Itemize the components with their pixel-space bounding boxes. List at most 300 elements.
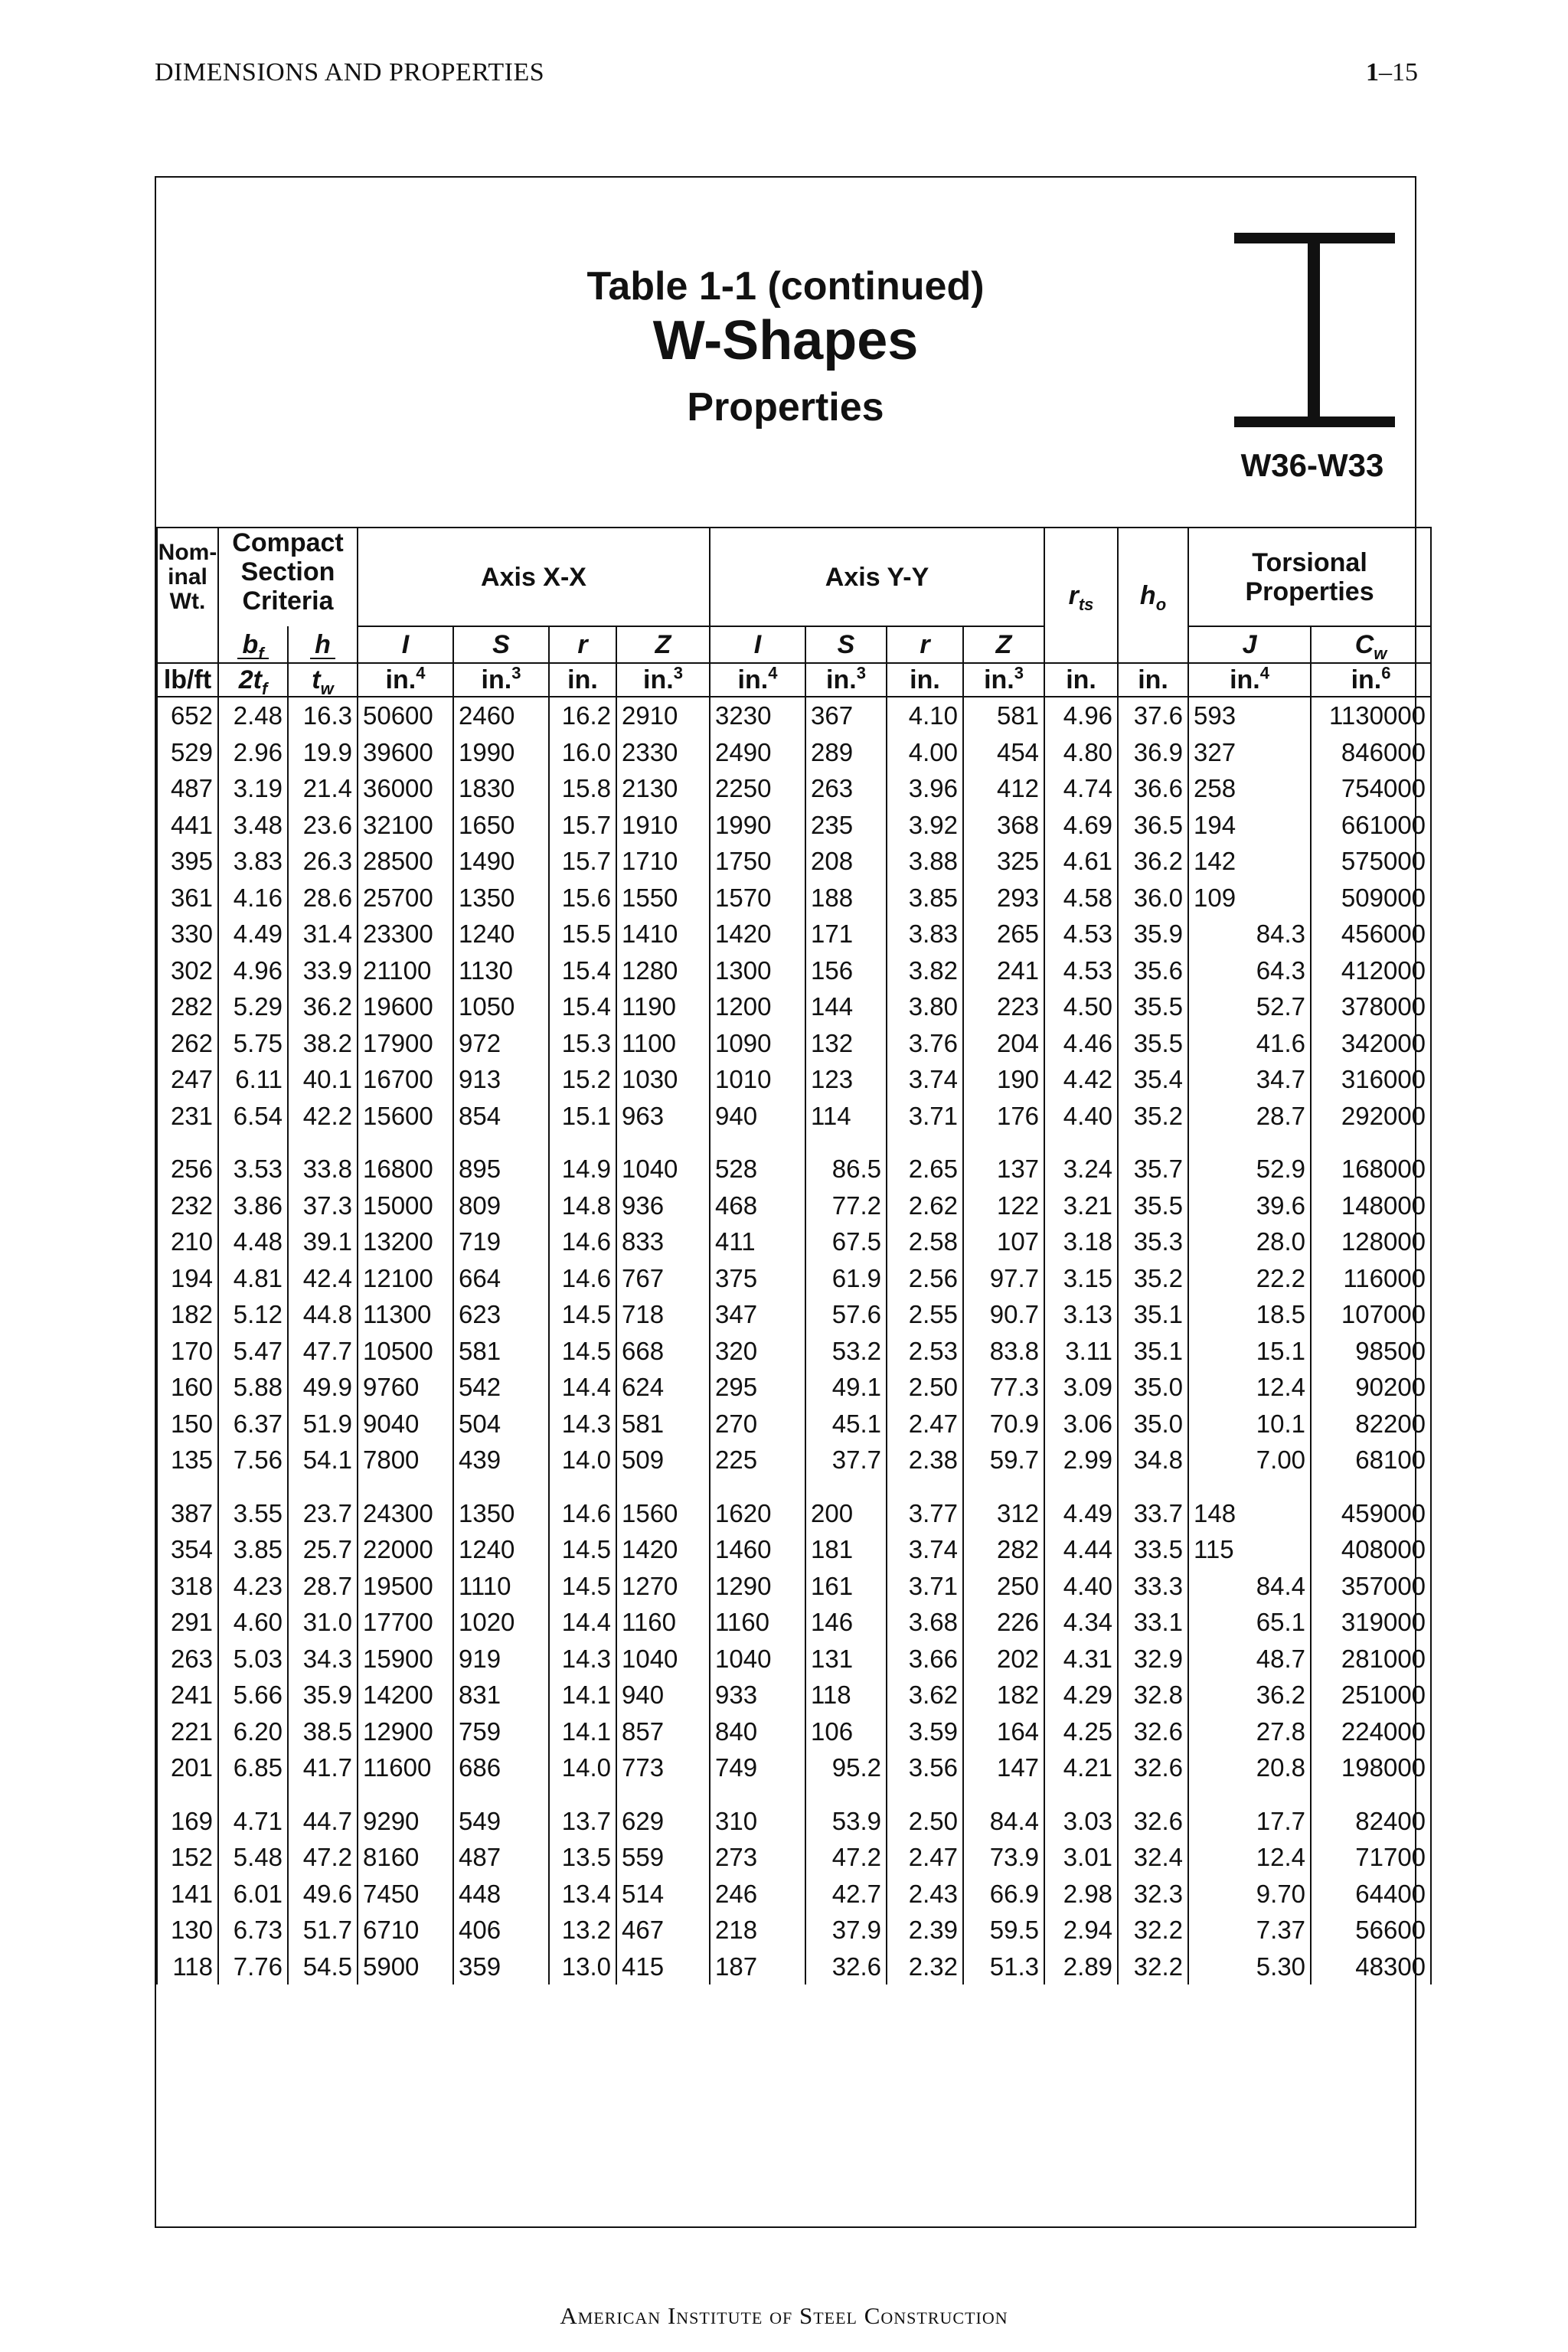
table-cell: 514	[616, 1876, 710, 1913]
table-cell: 330	[157, 916, 218, 952]
table-cell: 5.66	[218, 1677, 288, 1713]
table-cell: 250	[963, 1568, 1044, 1605]
table-cell: 210	[157, 1223, 218, 1260]
table-cell: 4.53	[1044, 952, 1118, 989]
col-yy-S: S	[805, 626, 887, 663]
table-cell: 754000	[1311, 770, 1431, 807]
table-cell: 325	[963, 843, 1044, 880]
table-cell: 144	[805, 988, 887, 1025]
table-cell: 24300	[358, 1495, 453, 1532]
table-cell: 448	[453, 1876, 549, 1913]
table-cell: 37.9	[805, 1912, 887, 1949]
table-cell: 4.58	[1044, 880, 1118, 916]
table-cell: 164	[963, 1713, 1044, 1750]
table-cell: 4.16	[218, 880, 288, 916]
table-cell: 2.32	[887, 1949, 963, 1985]
table-cell: 15.2	[549, 1061, 616, 1098]
table-cell: 1570	[710, 880, 805, 916]
table-cell: 77.2	[805, 1187, 887, 1224]
table-cell: 2.38	[887, 1442, 963, 1478]
table-cell: 846000	[1311, 734, 1431, 771]
table-cell: 624	[616, 1369, 710, 1406]
table-cell: 32.3	[1118, 1876, 1188, 1913]
table-cell: 18.5	[1188, 1296, 1311, 1333]
table-cell: 32.8	[1118, 1677, 1188, 1713]
table-cell: 686	[453, 1749, 549, 1786]
table-cell: 509000	[1311, 880, 1431, 916]
unit-xx-I: in.$^4$	[358, 663, 453, 697]
table-cell: 51.3	[963, 1949, 1044, 1985]
table-cell: 320	[710, 1333, 805, 1370]
table-cell: 54.1	[288, 1442, 358, 1478]
table-cell: 14.3	[549, 1641, 616, 1677]
table-cell: 5.03	[218, 1641, 288, 1677]
table-cell: 4.46	[1044, 1025, 1118, 1062]
table-cell: 749	[710, 1749, 805, 1786]
table-cell: 415	[616, 1949, 710, 1985]
table-cell: 3.71	[887, 1568, 963, 1605]
table-cell: 54.5	[288, 1949, 358, 1985]
unit-yy-Z: in.$^3$	[963, 663, 1044, 697]
table-cell: 4.40	[1044, 1098, 1118, 1135]
table-cell: 35.3	[1118, 1223, 1188, 1260]
table-cell: 168000	[1311, 1151, 1431, 1187]
table-row	[157, 1151, 1431, 1187]
table-cell: 14.1	[549, 1713, 616, 1750]
table-cell: 1030	[616, 1061, 710, 1098]
table-cell: 408000	[1311, 1531, 1431, 1568]
table-cell: 11300	[358, 1296, 453, 1333]
table-cell: 247	[157, 1061, 218, 1098]
table-cell: 13.4	[549, 1876, 616, 1913]
table-cell: 2.55	[887, 1296, 963, 1333]
col-axis-xx: Axis X-X	[358, 528, 710, 626]
table-cell: 4.74	[1044, 770, 1118, 807]
table-cell: 3230	[710, 697, 805, 734]
table-cell: 128000	[1311, 1223, 1431, 1260]
table-cell: 3.66	[887, 1641, 963, 1677]
table-cell: 28.6	[288, 880, 358, 916]
table-cell: 34.3	[288, 1641, 358, 1677]
table-row	[157, 1223, 1431, 1260]
table-cell: 375	[710, 1260, 805, 1297]
table-cell: 6.73	[218, 1912, 288, 1949]
table-cell: 2.89	[1044, 1949, 1118, 1985]
table-cell: 12100	[358, 1260, 453, 1297]
running-head: DIMENSIONS AND PROPERTIES	[155, 58, 545, 87]
table-cell: 581	[963, 697, 1044, 734]
table-cell: 3.56	[887, 1749, 963, 1786]
table-cell: 1490	[453, 843, 549, 880]
table-cell: 59.5	[963, 1912, 1044, 1949]
table-cell: 282	[963, 1531, 1044, 1568]
table-cell: 310	[710, 1803, 805, 1840]
table-cell: 840	[710, 1713, 805, 1750]
unit-Cw: in.$^6$	[1311, 663, 1431, 697]
table-cell: 940	[710, 1098, 805, 1135]
table-row	[157, 1296, 1431, 1333]
table-cell: 4.53	[1044, 916, 1118, 952]
table-cell: 2.99	[1044, 1442, 1118, 1478]
table-cell: 7.00	[1188, 1442, 1311, 1478]
table-cell: 182	[963, 1677, 1044, 1713]
table-cell: 148	[1188, 1495, 1311, 1532]
table-cell: 342000	[1311, 1025, 1431, 1062]
table-cell: 4.44	[1044, 1531, 1118, 1568]
table-cell: 831	[453, 1677, 549, 1713]
table-cell: 82400	[1311, 1803, 1431, 1840]
unit-h-den: $t_w$	[288, 663, 358, 697]
table-cell: 15.1	[1188, 1333, 1311, 1370]
col-xx-Z: Z	[616, 626, 710, 663]
table-cell: 14.8	[549, 1187, 616, 1224]
table-cell: 204	[963, 1025, 1044, 1062]
table-cell: 106	[805, 1713, 887, 1750]
table-cell: 292000	[1311, 1098, 1431, 1135]
table-cell: 84.3	[1188, 916, 1311, 952]
table-cell: 38.5	[288, 1713, 358, 1750]
table-cell: 378000	[1311, 988, 1431, 1025]
table-cell: 171	[805, 916, 887, 952]
table-cell: 1200	[710, 988, 805, 1025]
table-cell: 1130	[453, 952, 549, 989]
table-cell: 28.7	[288, 1568, 358, 1605]
table-cell: 53.9	[805, 1803, 887, 1840]
table-row	[157, 1531, 1431, 1568]
table-cell: 36.5	[1118, 807, 1188, 844]
table-cell: 3.13	[1044, 1296, 1118, 1333]
table-cell: 14.4	[549, 1604, 616, 1641]
table-cell: 64.3	[1188, 952, 1311, 989]
table-cell: 49.1	[805, 1369, 887, 1406]
table-cell: 32.6	[805, 1949, 887, 1985]
table-cell: 3.83	[887, 916, 963, 952]
table-cell: 312	[963, 1495, 1044, 1532]
table-cell: 17.7	[1188, 1803, 1311, 1840]
table-cell: 122	[963, 1187, 1044, 1224]
table-cell: 48.7	[1188, 1641, 1311, 1677]
table-cell: 28.7	[1188, 1098, 1311, 1135]
unit-xx-r: in.	[549, 663, 616, 697]
table-cell: 33.9	[288, 952, 358, 989]
table-cell: 21100	[358, 952, 453, 989]
table-cell: 114	[805, 1098, 887, 1135]
table-cell: 913	[453, 1061, 549, 1098]
table-cell: 42.2	[288, 1098, 358, 1135]
table-cell: 509	[616, 1442, 710, 1478]
table-row	[157, 1098, 1431, 1135]
table-cell: 37.7	[805, 1442, 887, 1478]
table-cell: 14.1	[549, 1677, 616, 1713]
table-cell: 3.03	[1044, 1803, 1118, 1840]
table-cell: 456000	[1311, 916, 1431, 952]
table-cell: 235	[805, 807, 887, 844]
table-cell: 809	[453, 1187, 549, 1224]
table-cell: 17700	[358, 1604, 453, 1641]
table-cell: 718	[616, 1296, 710, 1333]
table-cell: 16800	[358, 1151, 453, 1187]
table-cell: 36000	[358, 770, 453, 807]
table-cell: 936	[616, 1187, 710, 1224]
table-cell: 504	[453, 1406, 549, 1442]
table-cell: 1050	[453, 988, 549, 1025]
table-cell: 36.2	[1118, 843, 1188, 880]
table-cell: 933	[710, 1677, 805, 1713]
table-cell: 194	[1188, 807, 1311, 844]
table-cell: 68100	[1311, 1442, 1431, 1478]
table-cell: 3.86	[218, 1187, 288, 1224]
table-cell: 529	[157, 734, 218, 771]
table-cell: 4.50	[1044, 988, 1118, 1025]
table-row	[157, 1568, 1431, 1605]
table-cell: 198000	[1311, 1749, 1431, 1786]
table-cell: 148000	[1311, 1187, 1431, 1224]
table-cell: 201	[157, 1749, 218, 1786]
table-cell: 2.96	[218, 734, 288, 771]
table-cell: 3.24	[1044, 1151, 1118, 1187]
table-cell: 23300	[358, 916, 453, 952]
table-cell: 854	[453, 1098, 549, 1135]
table-cell: 4.25	[1044, 1713, 1118, 1750]
table-cell: 549	[453, 1803, 549, 1840]
table-cell: 1300	[710, 952, 805, 989]
table-cell: 581	[453, 1333, 549, 1370]
table-cell: 14200	[358, 1677, 453, 1713]
table-cell: 5.29	[218, 988, 288, 1025]
table-cell: 318	[157, 1568, 218, 1605]
table-cell: 12900	[358, 1713, 453, 1750]
table-cell: 15600	[358, 1098, 453, 1135]
table-cell: 2250	[710, 770, 805, 807]
unit-ho: in.	[1118, 663, 1188, 697]
table-cell: 354	[157, 1531, 218, 1568]
table-cell: 1990	[453, 734, 549, 771]
table-cell: 668	[616, 1333, 710, 1370]
table-cell: 4.10	[887, 697, 963, 734]
table-cell: 661000	[1311, 807, 1431, 844]
table-cell: 1280	[616, 952, 710, 989]
table-cell: 224000	[1311, 1713, 1431, 1750]
table-cell: 293	[963, 880, 1044, 916]
table-cell: 1110	[453, 1568, 549, 1605]
table-cell: 161	[805, 1568, 887, 1605]
table-cell: 316000	[1311, 1061, 1431, 1098]
table-cell: 9760	[358, 1369, 453, 1406]
table-cell: 1040	[616, 1641, 710, 1677]
table-cell: 3.18	[1044, 1223, 1118, 1260]
table-cell: 97.7	[963, 1260, 1044, 1297]
table-cell: 767	[616, 1260, 710, 1297]
table-cell: 19600	[358, 988, 453, 1025]
table-row	[157, 1839, 1431, 1876]
table-cell: 23.6	[288, 807, 358, 844]
table-cell: 2.98	[1044, 1876, 1118, 1913]
table-cell: 7.37	[1188, 1912, 1311, 1949]
table-cell: 35.6	[1118, 952, 1188, 989]
table-cell: 33.5	[1118, 1531, 1188, 1568]
table-cell: 141	[157, 1876, 218, 1913]
table-cell: 116000	[1311, 1260, 1431, 1297]
table-cell: 36.0	[1118, 880, 1188, 916]
page-footer: American Institute of Steel Construction	[560, 2302, 1008, 2329]
table-cell: 4.48	[218, 1223, 288, 1260]
table-cell: 4.49	[1044, 1495, 1118, 1532]
table-cell: 295	[710, 1369, 805, 1406]
table-cell: 181	[805, 1531, 887, 1568]
table-cell: 32.2	[1118, 1949, 1188, 1985]
table-cell: 86.5	[805, 1151, 887, 1187]
table-cell: 28500	[358, 843, 453, 880]
table-cell: 459000	[1311, 1495, 1431, 1532]
table-cell: 2.39	[887, 1912, 963, 1949]
table-cell: 21.4	[288, 770, 358, 807]
table-cell: 3.71	[887, 1098, 963, 1135]
table-cell: 35.5	[1118, 1025, 1188, 1062]
table-cell: 9290	[358, 1803, 453, 1840]
table-cell: 387	[157, 1495, 218, 1532]
table-cell: 1190	[616, 988, 710, 1025]
table-cell: 1160	[616, 1604, 710, 1641]
table-cell: 35.2	[1118, 1260, 1188, 1297]
table-cell: 109	[1188, 880, 1311, 916]
table-row	[157, 1187, 1431, 1224]
table-cell: 3.96	[887, 770, 963, 807]
table-cell: 31.0	[288, 1604, 358, 1641]
table-cell: 895	[453, 1151, 549, 1187]
table-frame	[155, 176, 1426, 2228]
col-nominal-weight: Nom- inal Wt.	[157, 528, 218, 626]
table-cell: 41.7	[288, 1749, 358, 1786]
col-bf-2tf: $b_f$	[218, 626, 288, 663]
table-cell: 1910	[616, 807, 710, 844]
table-cell: 773	[616, 1749, 710, 1786]
table-cell: 282	[157, 988, 218, 1025]
table-cell: 160	[157, 1369, 218, 1406]
table-row	[157, 952, 1431, 989]
table-cell: 4.96	[1044, 697, 1118, 734]
table-cell: 65.1	[1188, 1604, 1311, 1641]
table-cell: 3.74	[887, 1061, 963, 1098]
table-cell: 7450	[358, 1876, 453, 1913]
table-row	[157, 1912, 1431, 1949]
table-cell: 176	[963, 1098, 1044, 1135]
table-cell: 940	[616, 1677, 710, 1713]
table-cell: 2.65	[887, 1151, 963, 1187]
table-cell: 412000	[1311, 952, 1431, 989]
table-cell: 15.4	[549, 952, 616, 989]
table-cell: 3.01	[1044, 1839, 1118, 1876]
table-cell: 3.74	[887, 1531, 963, 1568]
table-cell: 84.4	[1188, 1568, 1311, 1605]
table-cell: 26.3	[288, 843, 358, 880]
table-cell: 208	[805, 843, 887, 880]
table-cell: 4.61	[1044, 843, 1118, 880]
table-cell: 35.2	[1118, 1098, 1188, 1135]
table-cell: 1620	[710, 1495, 805, 1532]
table-row	[157, 1949, 1431, 1985]
table-cell: 3.68	[887, 1604, 963, 1641]
table-cell: 14.6	[549, 1260, 616, 1297]
table-cell: 35.0	[1118, 1369, 1188, 1406]
table-cell: 1650	[453, 807, 549, 844]
table-cell: 4.31	[1044, 1641, 1118, 1677]
table-cell: 4.60	[218, 1604, 288, 1641]
group-spacer	[157, 1786, 1431, 1803]
col-Cw: $C_w$	[1311, 626, 1431, 663]
table-cell: 9040	[358, 1406, 453, 1442]
col-compact-criteria: Compact Section Criteria	[218, 528, 358, 616]
table-cell: 3.53	[218, 1151, 288, 1187]
table-cell: 32.2	[1118, 1912, 1188, 1949]
table-cell: 347	[710, 1296, 805, 1333]
table-cell: 1410	[616, 916, 710, 952]
col-yy-Z: Z	[963, 626, 1044, 663]
table-cell: 4.42	[1044, 1061, 1118, 1098]
table-cell: 3.85	[887, 880, 963, 916]
table-cell: 14.0	[549, 1749, 616, 1786]
table-cell: 90.7	[963, 1296, 1044, 1333]
table-cell: 194	[157, 1260, 218, 1297]
table-cell: 19.9	[288, 734, 358, 771]
table-cell: 118	[805, 1677, 887, 1713]
table-cell: 32.6	[1118, 1749, 1188, 1786]
table-cell: 2.62	[887, 1187, 963, 1224]
table-cell: 182	[157, 1296, 218, 1333]
group-spacer	[157, 1134, 1431, 1151]
table-cell: 38.2	[288, 1025, 358, 1062]
table-cell: 3.21	[1044, 1187, 1118, 1224]
table-cell: 367	[805, 697, 887, 734]
table-cell: 1090	[710, 1025, 805, 1062]
table-cell: 246	[710, 1876, 805, 1913]
table-cell: 487	[453, 1839, 549, 1876]
table-cell: 107	[963, 1223, 1044, 1260]
table-cell: 66.9	[963, 1876, 1044, 1913]
table-cell: 59.7	[963, 1442, 1044, 1478]
table-cell: 47.7	[288, 1333, 358, 1370]
table-cell: 147	[963, 1749, 1044, 1786]
table-cell: 1100	[616, 1025, 710, 1062]
table-cell: 61.9	[805, 1260, 887, 1297]
table-cell: 3.06	[1044, 1406, 1118, 1442]
table-cell: 3.76	[887, 1025, 963, 1062]
table-cell: 623	[453, 1296, 549, 1333]
table-row	[157, 770, 1431, 807]
table-cell: 52.7	[1188, 988, 1311, 1025]
table-cell: 3.77	[887, 1495, 963, 1532]
table-cell: 441	[157, 807, 218, 844]
w-shape-beam-icon	[1228, 227, 1396, 433]
table-cell: 1750	[710, 843, 805, 880]
table-cell: 2.58	[887, 1223, 963, 1260]
table-cell: 20.8	[1188, 1749, 1311, 1786]
table-cell: 131	[805, 1641, 887, 1677]
table-cell: 3.11	[1044, 1333, 1118, 1370]
table-cell: 302	[157, 952, 218, 989]
table-cell: 34.7	[1188, 1061, 1311, 1098]
table-row	[157, 1604, 1431, 1641]
table-cell: 14.5	[549, 1568, 616, 1605]
table-cell: 2.47	[887, 1839, 963, 1876]
table-cell: 439	[453, 1442, 549, 1478]
table-cell: 2910	[616, 697, 710, 734]
table-cell: 1020	[453, 1604, 549, 1641]
table-row	[157, 1803, 1431, 1840]
table-cell: 14.3	[549, 1406, 616, 1442]
group-spacer	[157, 1478, 1431, 1495]
table-cell: 71700	[1311, 1839, 1431, 1876]
table-cell: 14.5	[549, 1333, 616, 1370]
